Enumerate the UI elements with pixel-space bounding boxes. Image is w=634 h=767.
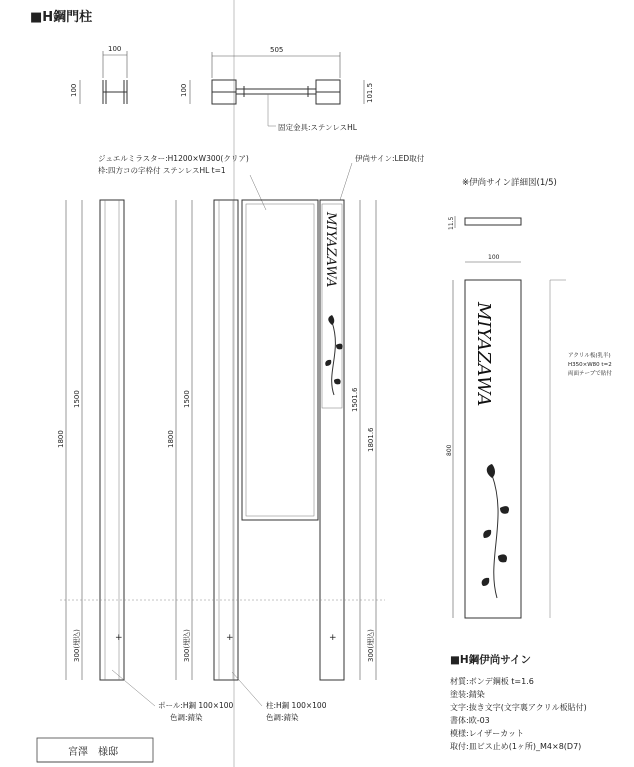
sign-led-label: 伊尚サイン:LED取付	[355, 154, 425, 163]
acrylic-label-1: アクリル板(乳半)	[568, 353, 611, 359]
sign-1501-dim: 1501.6	[351, 387, 359, 412]
gate-span-dim: 505	[270, 46, 284, 54]
pole-a-1800-dim: 1800	[57, 430, 65, 448]
h-section-height-dim: 100	[70, 83, 78, 97]
detail-section	[446, 177, 612, 618]
spec-heading: ■H鋼伊尚サイン	[450, 654, 531, 666]
client-name: 宮澤 様邸	[68, 747, 118, 758]
spec-section	[450, 653, 587, 751]
acrylic-label-2: H350×W80 t=2	[568, 362, 612, 368]
pillar-b	[167, 200, 238, 680]
svg-text:+: +	[226, 633, 234, 643]
sign-1801-dim: 1801.6	[367, 427, 375, 452]
pillar-material-label: 柱:H鋼 100×100	[266, 701, 327, 710]
elevation-section	[57, 153, 425, 722]
fixing-label: 固定金具:ステンレスHL	[278, 123, 357, 132]
detail-sign-text: MIYAZAWA	[473, 302, 494, 407]
gate-height-dim: 100	[180, 83, 188, 97]
detail-title: ※伊尚サイン詳細図(1/5)	[462, 178, 557, 188]
spec-mounting: 取付:皿ビス止め(1ヶ所)_M4×8(D7)	[450, 742, 582, 751]
spec-lettering: 文字:抜き文字(文字裏アクリル板貼付)	[450, 703, 587, 712]
sign-pillar-c	[320, 200, 376, 680]
svg-text:+: +	[329, 633, 337, 643]
svg-text:+: +	[115, 633, 123, 643]
spec-coating: 塗装:錆染	[450, 690, 485, 699]
spec-material: 材質:ボンデ鋼板 t=1.6	[450, 677, 534, 686]
jewel-frame-label: 枠:四方コの字枠付 ステンレスHL t=1	[98, 166, 226, 175]
pillar-b-1500-dim: 1500	[183, 390, 191, 408]
pillar-b-300-dim: 300(埋込)	[183, 629, 191, 662]
elevation-sign-text: MIYAZAWA	[323, 212, 338, 288]
h-section-width-dim: 100	[108, 45, 122, 53]
pole-color-label: 色調:錆染	[170, 713, 203, 722]
jewel-mirror-panel	[242, 200, 318, 520]
pole-a-300-dim: 300(埋込)	[73, 629, 81, 662]
spec-font: 書体:欧-03	[450, 716, 490, 725]
pole-a-1500-dim: 1500	[73, 390, 81, 408]
detail-width-dim: 100	[488, 254, 500, 261]
spec-pattern: 模様:レイザーカット	[450, 729, 525, 738]
pole-material-label: ポール:H鋼 100×100	[158, 701, 234, 710]
top-view-section	[70, 45, 374, 132]
gate-height-right-dim: 101.5	[366, 82, 374, 103]
gate-plan-view	[180, 46, 374, 132]
jewel-mirror-label: ジュエルミラスター:H1200×W300(クリア)	[98, 154, 249, 163]
page-title: ■H鋼門柱	[30, 10, 93, 25]
acrylic-label-3: 両面テープで貼付	[568, 371, 612, 377]
pillar-b-1800-dim: 1800	[167, 430, 175, 448]
client-box	[37, 738, 153, 762]
detail-height-dim: 800	[446, 444, 453, 456]
h-section-view	[70, 45, 127, 104]
pillar-color-label: 色調:錆染	[266, 713, 299, 722]
detail-thickness-dim: 11.5	[448, 216, 455, 230]
pole-a	[57, 200, 124, 680]
sign-300-dim: 300(埋込)	[367, 629, 375, 662]
